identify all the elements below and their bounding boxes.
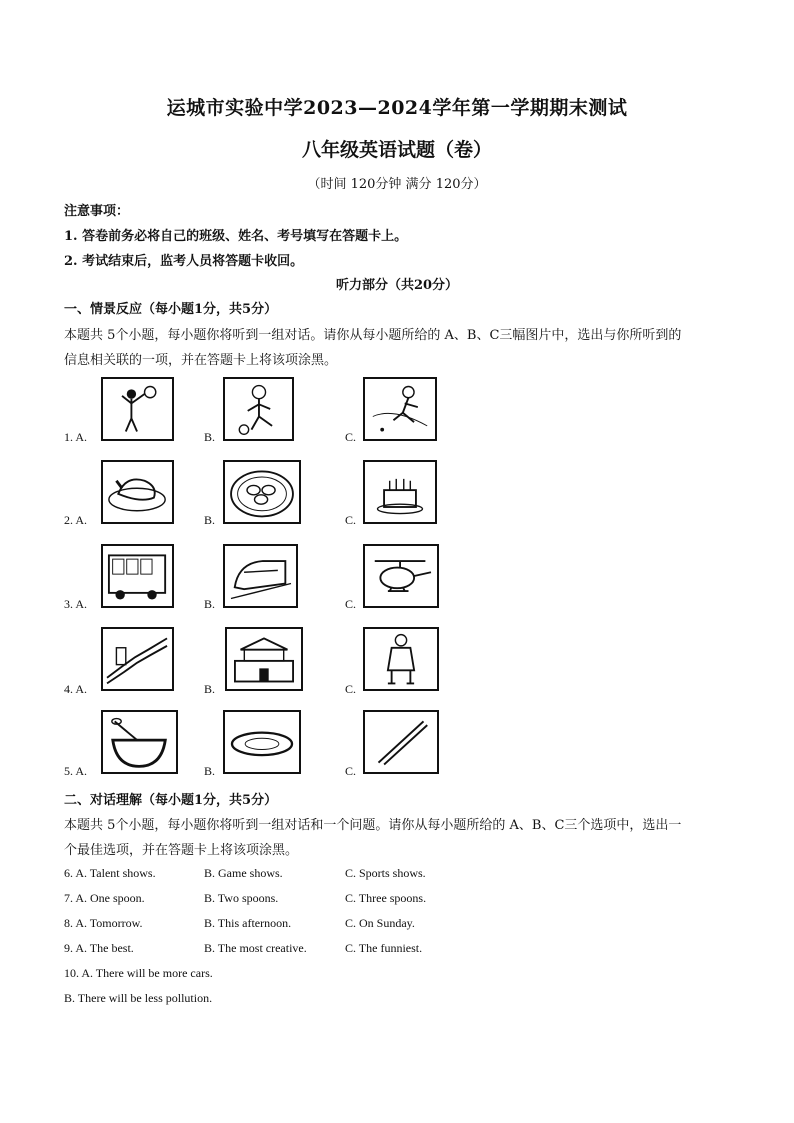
bus-icon [101,544,174,608]
volleyball-girl-icon [101,377,174,441]
section1-instruction-line1: 本题共 5个小题，每小题你将听到一组对话。请你从每小题所给的 A、B、C三幅图片中，选出与你所听到的 [64,328,682,343]
q5-label: 5. A. [64,764,88,778]
terracotta-warrior-icon [363,627,439,691]
q6-option-b: B. Game shows. [204,866,283,880]
q4-label: 4. A. [64,682,88,696]
q7-option-a: 7. A. One spoon. [64,891,145,905]
q7-option-c: C. Three spoons. [345,891,427,905]
bowl-spoon-icon [101,710,178,774]
great-wall-icon [101,627,174,691]
q9-option-c: C. The funniest. [345,941,423,955]
roast-chicken-icon [101,460,174,524]
dumplings-plate-icon [223,460,301,524]
plate-icon [223,710,301,774]
q8-option-c: C. On Sunday. [345,916,415,930]
q3-label: 3. A. [64,597,88,611]
q10-option-a: 10. A. There will be more cars. [64,966,213,980]
q5-b-label: B. [204,764,216,778]
q2-b-label: B. [204,513,216,527]
q7-option-b: B. Two spoons. [204,891,279,905]
q1-c-label: C. [345,430,357,444]
note-item-1: 1. 答卷前务必将自己的班级、姓名、考号填写在答题卡上。 [64,229,408,244]
q3-c-label: C. [345,597,357,611]
section1-heading: 一、情景反应（每小题1分，共5分） [64,302,278,317]
train-icon [223,544,298,608]
skiing-girl-icon [363,377,437,441]
q6-option-a: 6. A. Talent shows. [64,866,156,880]
q2-label: 2. A. [64,513,88,527]
helicopter-icon [363,544,439,608]
q9-option-b: B. The most creative. [204,941,307,955]
q4-b-label: B. [204,682,216,696]
q1-label: 1. A. [64,430,88,444]
exam-title: 运城市实验中学2023—2024学年第一学期期末测试 [166,97,628,119]
tiananmen-icon [225,627,303,691]
birthday-cake-icon [363,460,437,524]
listening-heading: 听力部分（共20分） [335,278,459,293]
note-item-2: 2. 考试结束后，监考人员将答题卡收回。 [64,254,304,269]
q8-option-b: B. This afternoon. [204,916,292,930]
section2-instruction-line1: 本题共 5个小题，每小题你将听到一组对话和一个问题。请你从每小题所给的 A、B、C三个选项中，选出一 [64,818,682,833]
notes-heading: 注意事项： [64,204,130,219]
q8-option-a: 8. A. Tomorrow. [64,916,143,930]
section1-instruction-line2: 信息相关联的一项，并在答题卡上将该项涂黑。 [64,353,338,368]
q5-c-label: C. [345,764,357,778]
q6-option-c: C. Sports shows. [345,866,426,880]
q4-c-label: C. [345,682,357,696]
exam-subtitle: 八年级英语试题（卷） [301,139,492,161]
q1-b-label: B. [204,430,216,444]
q9-option-a: 9. A. The best. [64,941,134,955]
section2-instruction-line2: 个最佳选项，并在答题卡上将该项涂黑。 [64,843,299,858]
chopsticks-icon [363,710,439,774]
exam-meta: （时间 120分钟 满分 120分） [307,177,487,192]
soccer-boy-icon [223,377,294,441]
q2-c-label: C. [345,513,357,527]
section2-heading: 二、对话理解（每小题1分，共5分） [64,793,278,808]
q10-option-b: B. There will be less pollution. [64,991,213,1005]
q3-b-label: B. [204,597,216,611]
